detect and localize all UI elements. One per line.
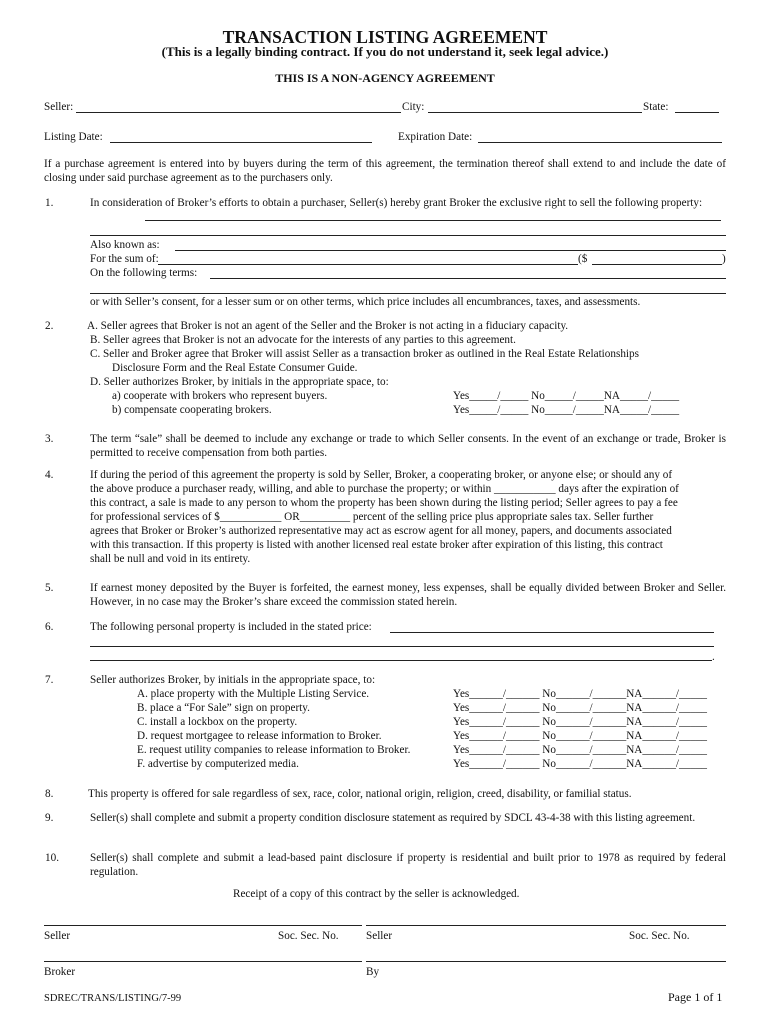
seller-1-label: Seller — [44, 930, 71, 942]
state-label: State: — [643, 101, 669, 113]
section-9-text: Seller(s) shall complete and submit a property condition disclosure statement as required by SDCL 43-4-38 with this listing agreement. — [90, 812, 696, 824]
sum-of-label: For the sum of: — [90, 253, 159, 265]
also-known-label: Also known as: — [90, 239, 160, 251]
also-known-line[interactable] — [175, 250, 726, 251]
listing-date-label: Listing Date: — [44, 131, 103, 143]
section-6-period: . — [712, 651, 715, 663]
section-4-line-6: with this transaction. If this property is listed with another licensed real estate broker after expiration of this listing, this contract — [90, 539, 663, 551]
sum-dollar-line[interactable] — [592, 264, 722, 265]
section-7-number: 7. — [45, 674, 54, 686]
section-2d-a: a) cooperate with brokers who represent buyers. — [112, 390, 328, 402]
expiration-date-field[interactable] — [478, 130, 722, 143]
section-8-text: This property is offered for sale regardless of sex, race, color, national origin, religion, creed, disability, or familial status. — [88, 788, 632, 800]
city-field[interactable] — [428, 100, 642, 113]
terms-line-2[interactable] — [90, 293, 726, 294]
non-agency-heading: THIS IS A NON-AGENCY AGREEMENT — [275, 71, 495, 85]
section-7-item-a-initials[interactable]: Yes______/______ No______/______NA______/_____ — [453, 688, 708, 700]
section-5-number: 5. — [45, 582, 54, 594]
section-3-number: 3. — [45, 433, 54, 445]
section-7-item-b: B. place a “For Sale” sign on property. — [137, 702, 310, 714]
terms-label: On the following terms: — [90, 267, 198, 279]
section-7-item-f-initials[interactable]: Yes______/______ No______/______NA______/_____ — [453, 758, 708, 770]
section-8-number: 8. — [45, 788, 54, 800]
section-2d-a-initials[interactable]: Yes_____/_____ No_____/_____NA_____/_____ — [453, 390, 680, 402]
section-7-item-d-initials[interactable]: Yes______/______ No______/______NA______/_____ — [453, 730, 708, 742]
receipt-acknowledgement: Receipt of a copy of this contract by the seller is acknowledged. — [233, 888, 520, 900]
section-2d: D. Seller authorizes Broker, by initials in the appropriate space, to: — [90, 376, 389, 388]
section-9-number: 9. — [45, 812, 54, 824]
seller-field[interactable] — [76, 100, 401, 113]
expiration-date-label: Expiration Date: — [398, 131, 473, 143]
section-10-number: 10. — [45, 852, 59, 864]
section-3-text: The term “sale” shall be deemed to include any exchange or trade to which Seller consents. In the event of an exchange or trade, Broker is permitted to receive compensation from both parties. — [90, 433, 726, 459]
by-signature-line[interactable] — [366, 961, 726, 962]
section-7-item-c-initials[interactable]: Yes______/______ No______/______NA______/_____ — [453, 716, 708, 728]
document-title: TRANSACTION LISTING AGREEMENT — [222, 27, 548, 47]
section-5-text: If earnest money deposited by the Buyer is forfeited, the earnest money, less expenses, shall be equally divided between Broker and Seller. However, in no case may the Broker’s share exceed the commission stated herein. — [90, 582, 726, 608]
city-label: City: — [402, 101, 425, 113]
section-4-line-2: the above produce a purchaser ready, willing, and able to purchase the property; or within ___________ days after the expiration of — [90, 483, 679, 495]
section-7-item-e-initials[interactable]: Yes______/______ No______/______NA______/_____ — [453, 744, 708, 756]
listing-date-field[interactable] — [110, 130, 372, 143]
broker-label: Broker — [44, 966, 76, 978]
property-line-1[interactable] — [145, 220, 721, 221]
section-4-line-3: this contract, a sale is made to any person to whom the property has been shown during the listing period; Seller agrees to pay a fee — [90, 497, 678, 509]
sum-dollar-close: ) — [722, 253, 726, 265]
seller-2-label: Seller — [366, 930, 393, 942]
section-4-number: 4. — [45, 469, 54, 481]
section-4-line-5: agrees that Broker or Broker’s authorized representative may act as escrow agent for all money, papers, and documents associated — [90, 525, 672, 537]
section-7-item-c: C. install a lockbox on the property. — [137, 716, 298, 728]
section-4-line-4: for professional services of $___________ OR_________ percent of the selling price plus appropriate sales tax. Seller further — [90, 511, 654, 523]
document-subtitle: (This is a legally binding contract. If you do not understand it, seek legal advice.) — [161, 44, 609, 59]
property-line-2[interactable] — [90, 235, 726, 236]
page-number: Page 1 of 1 — [668, 990, 723, 1004]
seller-2-signature-line[interactable] — [366, 925, 726, 926]
section-2c-line-2: Disclosure Form and the Real Estate Consumer Guide. — [112, 362, 358, 374]
section-2-number: 2. — [45, 320, 54, 332]
section-2a: A. Seller agrees that Broker is not an agent of the Seller and the Broker is not acting in a fiduciary capacity. — [87, 320, 569, 332]
seller-2-ssn-label: Soc. Sec. No. — [629, 930, 690, 942]
personal-property-line-1[interactable] — [390, 632, 714, 633]
personal-property-line-3[interactable] — [90, 660, 712, 661]
section-7-item-d: D. request mortgagee to release information to Broker. — [137, 730, 382, 742]
seller-1-signature-line[interactable] — [44, 925, 362, 926]
section-2d-b-initials[interactable]: Yes_____/_____ No_____/_____NA_____/_____ — [453, 404, 680, 416]
broker-signature-line[interactable] — [44, 961, 362, 962]
section-1-number: 1. — [45, 197, 54, 209]
section-7-item-f: F. advertise by computerized media. — [137, 758, 299, 770]
section-7-item-b-initials[interactable]: Yes______/______ No______/______NA______/_____ — [453, 702, 708, 714]
seller-label: Seller: — [44, 101, 74, 113]
section-1-text: In consideration of Broker’s efforts to obtain a purchaser, Seller(s) hereby grant Broker the exclusive right to sell the following property: — [90, 197, 703, 209]
personal-property-line-2[interactable] — [90, 646, 714, 647]
section-1-consent: or with Seller’s consent, for a lesser sum or on other terms, which price includes all encumbrances, taxes, and assessments. — [90, 296, 641, 308]
section-7-item-a: A. place property with the Multiple Listing Service. — [137, 688, 370, 700]
section-7-intro: Seller authorizes Broker, by initials in the appropriate space, to: — [90, 674, 376, 686]
by-label: By — [366, 966, 380, 978]
section-2c-line-1: C. Seller and Broker agree that Broker will assist Seller as a transaction broker as outlined in the Real Estate Relationships — [90, 348, 639, 360]
terms-line-1[interactable] — [210, 278, 726, 279]
section-6-text: The following personal property is included in the stated price: — [90, 621, 372, 633]
sum-of-line[interactable] — [158, 264, 578, 265]
section-6-number: 6. — [45, 621, 54, 633]
section-4-line-1: If during the period of this agreement the property is sold by Seller, Broker, a cooperating broker, or anyone else; or should any of — [90, 469, 673, 481]
section-2b: B. Seller agrees that Broker is not an advocate for the interests of any parties to this agreement. — [90, 334, 516, 346]
sum-dollar-open: ($ — [578, 253, 588, 265]
intro-paragraph: If a purchase agreement is entered into by buyers during the term of this agreement, the termination thereof shall extend to and include the date of closing under said purchase agreement as to the purchasers only. — [44, 158, 726, 184]
section-7-item-e: E. request utility companies to release information to Broker. — [137, 744, 411, 756]
form-id: SDREC/TRANS/LISTING/7-99 — [44, 993, 182, 1004]
seller-1-ssn-label: Soc. Sec. No. — [278, 930, 339, 942]
section-10-text: Seller(s) shall complete and submit a lead-based paint disclosure if property is residential and built prior to 1978 as required by federal regulation. — [90, 852, 726, 878]
section-2d-b: b) compensate cooperating brokers. — [112, 404, 272, 416]
section-4-line-7: shall be null and void in its entirety. — [90, 553, 251, 565]
state-field[interactable] — [675, 100, 719, 113]
